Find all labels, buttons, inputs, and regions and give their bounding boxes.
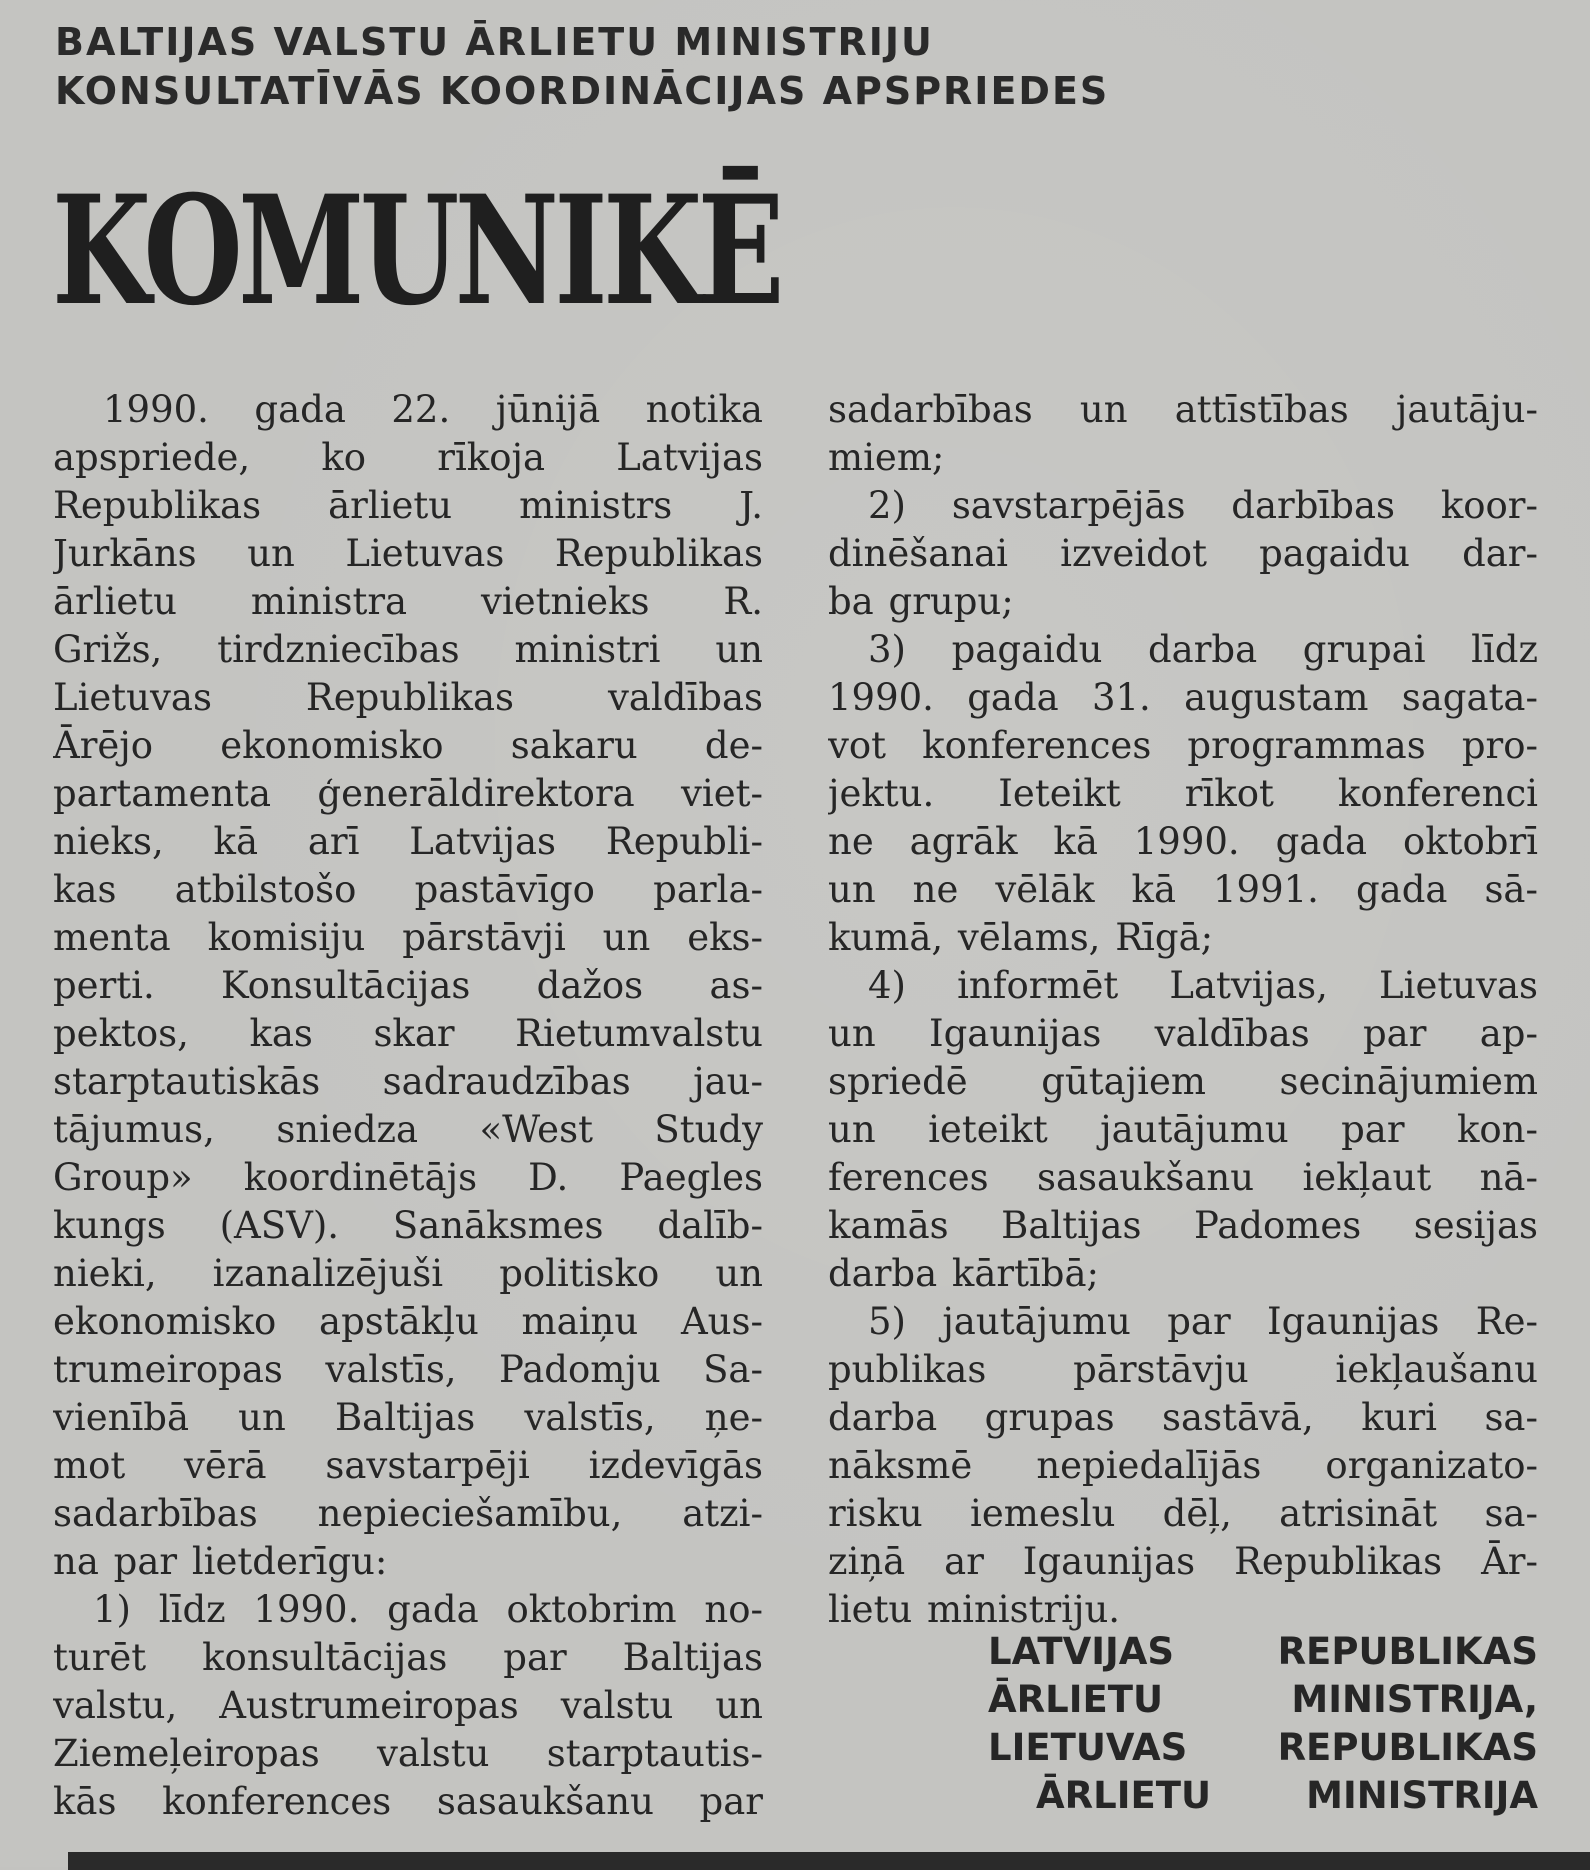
paragraph-line: apspriede, ko rīkoja Latvijas [53, 436, 763, 479]
page-title: KOMUNIKĒ [52, 163, 780, 339]
kicker-heading [55, 18, 1109, 116]
paragraph-line: kas atbilstošo pastāvīgo parla- [53, 868, 763, 911]
paragraph-line: jektu. Ieteikt rīkot konferenci [828, 772, 1538, 815]
paragraph-line: trumeiropas valstīs, Padomju Sa- [53, 1348, 763, 1391]
paragraph-line: Republikas ārlietu ministrs J. [53, 484, 763, 527]
paragraph-line: tājumus, sniedza «West Study [53, 1108, 763, 1151]
signature-line: ĀRLIETU MINISTRIJA [1036, 1774, 1538, 1817]
paragraph-line: nieki, izanalizējuši politisko un [53, 1252, 763, 1295]
signature-line: ĀRLIETU MINISTRIJA, [988, 1678, 1538, 1721]
paragraph-line: Jurkāns un Lietuvas Republikas [53, 532, 763, 575]
bottom-rule [68, 1852, 1590, 1870]
paragraph-line: un ne vēlāk kā 1991. gada sā- [828, 868, 1538, 911]
paragraph-line: vienībā un Baltijas valstīs, ņe- [53, 1396, 763, 1439]
paragraph-line: darba grupas sastāvā, kuri sa- [828, 1396, 1538, 1439]
paragraph-line: nāksmē nepiedalījās organizato- [828, 1444, 1538, 1487]
list-item-5: 5) jautājumu par Igaunijas Re- [868, 1300, 1538, 1343]
paragraph-line: Ziemeļeiropas valstu starptautis- [53, 1732, 763, 1775]
paragraph-line: kungs (ASV). Sanāksmes dalīb- [53, 1204, 763, 1247]
paragraph-line: 1990. gada 31. augustam sagata- [828, 676, 1538, 719]
paragraph-line: lietu ministriju. [828, 1588, 1121, 1631]
signature-line: LIETUVAS REPUBLIKAS [988, 1726, 1538, 1769]
signature-line: LATVIJAS REPUBLIKAS [988, 1630, 1538, 1673]
paragraph-line: un ieteikt jautājumu par kon- [828, 1108, 1538, 1151]
paragraph-line: un Igaunijas valdības par ap- [828, 1012, 1538, 1055]
paragraph-line: ārlietu ministra vietnieks R. [53, 580, 763, 623]
paragraph-line: kumā, vēlams, Rīgā; [828, 916, 1214, 959]
paragraph-line: perti. Konsultācijas dažos as- [53, 964, 763, 1007]
paragraph-line: ziņā ar Igaunijas Republikas Ār- [828, 1540, 1538, 1583]
paragraph-line: sadarbības un attīstības jautāju- [828, 388, 1538, 431]
paragraph-line: valstu, Austrumeiropas valstu un [53, 1684, 763, 1727]
kicker-line-2: KONSULTATĪVĀS KOORDINĀCIJAS APSPRIEDES [55, 69, 1110, 113]
paragraph-line: kamās Baltijas Padomes sesijas [828, 1204, 1538, 1247]
paragraph-line: kās konferences sasaukšanu par [53, 1780, 763, 1823]
right-column [828, 386, 1538, 1634]
paragraph-line: na par lietderīgu: [53, 1540, 388, 1583]
paragraph-line: menta komisiju pārstāvji un eks- [53, 916, 763, 959]
paragraph-line: vot konferences programmas pro- [828, 724, 1538, 767]
paragraph-line: Ārējo ekonomisko sakaru de- [53, 724, 763, 767]
paragraph-line: nieks, kā arī Latvijas Republi- [53, 820, 763, 863]
paragraph-line: starptautiskās sadraudzības jau- [53, 1060, 763, 1103]
paragraph-line: Lietuvas Republikas valdības [53, 676, 763, 719]
paragraph-line: dinēšanai izveidot pagaidu dar- [828, 532, 1538, 575]
list-item-4: 4) informēt Latvijas, Lietuvas [868, 964, 1538, 1007]
paragraph-line: ba grupu; [828, 580, 1014, 623]
list-item-1: 1) līdz 1990. gada oktobrim no- [93, 1588, 763, 1631]
list-item-3: 3) pagaidu darba grupai līdz [868, 628, 1538, 671]
paragraph-line: spriedē gūtajiem secinājumiem [828, 1060, 1538, 1103]
paragraph-line: turēt konsultācijas par Baltijas [53, 1636, 763, 1679]
paragraph-line: darba kārtībā; [828, 1252, 1100, 1295]
paragraph-line: partamenta ģenerāldirektora viet- [53, 772, 763, 815]
paragraph-line: ferences sasaukšanu iekļaut nā- [828, 1156, 1538, 1199]
paragraph-line: Group» koordinētājs D. Paegles [53, 1156, 763, 1199]
left-column [53, 386, 763, 1826]
paragraph-line: miem; [828, 436, 945, 479]
paragraph-line: ekonomisko apstākļu maiņu Aus- [53, 1300, 763, 1343]
signature-block [988, 1628, 1538, 1820]
paragraph-line: 1990. gada 22. jūnijā notika [103, 388, 763, 431]
paragraph-line: sadarbības nepieciešamību, atzi- [53, 1492, 763, 1535]
paragraph-line: ne agrāk kā 1990. gada oktobrī [828, 820, 1538, 863]
paragraph-line: mot vērā savstarpēji izdevīgās [53, 1444, 763, 1487]
paragraph-line: risku iemeslu dēļ, atrisināt sa- [828, 1492, 1538, 1535]
kicker-line-1: BALTIJAS VALSTU ĀRLIETU MINISTRIJU [55, 20, 934, 64]
paragraph-line: pektos, kas skar Rietumvalstu [53, 1012, 763, 1055]
paragraph-line: publikas pārstāvju iekļaušanu [828, 1348, 1538, 1391]
paragraph-line: Grižs, tirdzniecības ministri un [53, 628, 763, 671]
list-item-2: 2) savstarpējās darbības koor- [868, 484, 1538, 527]
